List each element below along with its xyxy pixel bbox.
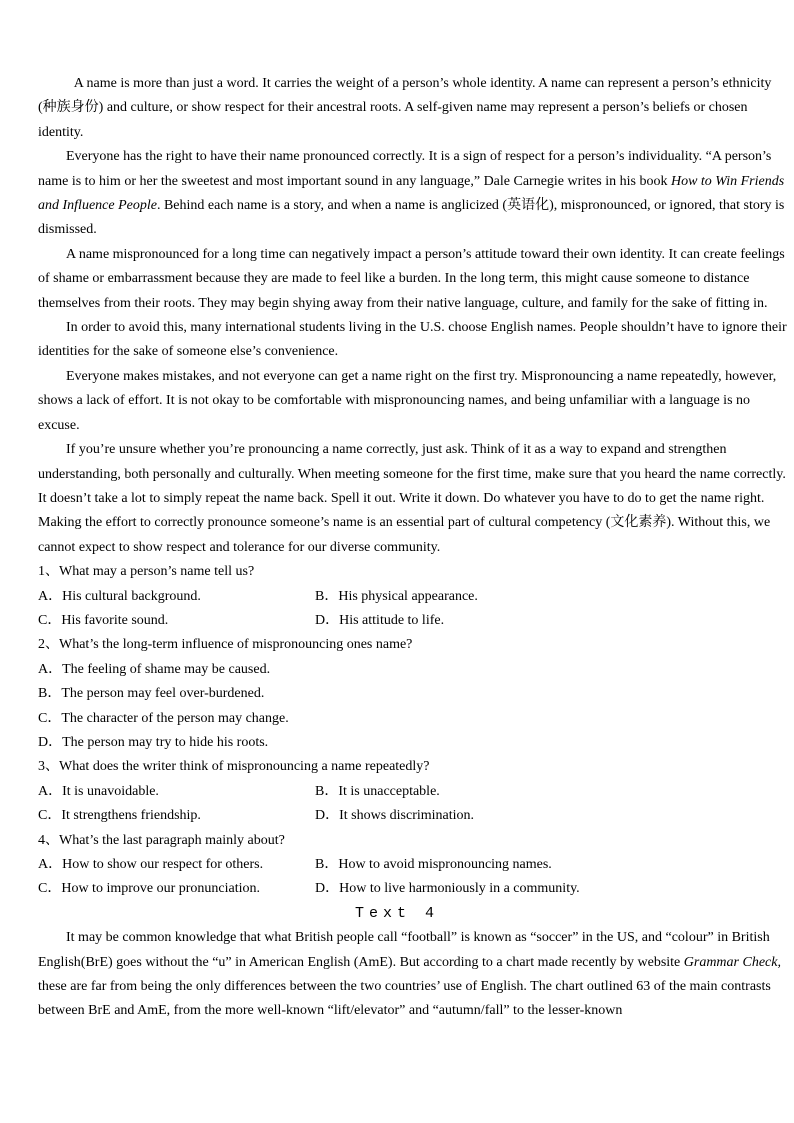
- passage-paragraph-2: [38, 145, 790, 243]
- question-3-option-c: C．It strengthens friendship.: [38, 808, 201, 824]
- question-2-option-a: [38, 658, 790, 682]
- question-1-option-a: A．His cultural background.: [38, 588, 201, 604]
- passage-paragraph-1: [38, 72, 790, 145]
- question-4-option-d: D．How to live harmoniously in a community.: [315, 881, 580, 897]
- paragraph-text: If you’re unsure whether you’re pronouncing a name correctly, just ask. Think of it as a way to expand and strengthen understanding, both personally and culturally. When meeting someone for the first time, make sure that you heard the name correctly. It doesn’t take a lot to simply repeat the name back. Spell it out. Write it down. Do whatever you have to do to get the name right. Making the effort to correctly pronounce someone’s name is an essential part of cultural competency (文化素养). Without this, we cannot expect to show respect and tolerance for our diverse community.: [38, 442, 786, 555]
- question-4-option-c: C．How to improve our pronunciation.: [38, 881, 261, 897]
- question-1-option-b: B．His physical appearance.: [315, 588, 478, 604]
- text4-heading: Text 4: [354, 904, 439, 922]
- question-1-options-row-2: [38, 609, 790, 633]
- question-1-text: 1、What may a person’s name tell us?: [38, 564, 255, 580]
- question-1-options-row-1: [38, 585, 790, 609]
- question-3-text: 3、What does the writer think of mispronouncing a name repeatedly?: [38, 759, 430, 775]
- paragraph-text: Everyone has the right to have their name pronounced correctly. It is a sign of respect for a person’s individuality. “A person’s name is to him or her the sweetest and most important sound in any language,” Dale Carnegie writes in his book: [38, 149, 772, 189]
- question-4-option-a: A．How to show our respect for others.: [38, 857, 264, 872]
- passage-paragraph-6: [38, 438, 790, 560]
- paragraph-text: A name is more than just a word. It carries the weight of a person’s whole identity. A name can represent a person’s ethnicity (种族身份) and culture, or show respect for their ancestral roots. A self-given name may represent a person’s beliefs or chosen identity.: [38, 76, 772, 140]
- website-name: Grammar Check,: [683, 954, 781, 970]
- paragraph-text: Everyone makes mistakes, and not everyone can get a name right on the first try. Mispronouncing a name repeatedly, however, shows a lack of effort. It is not okay to be comfortable with mispronouncing names, and being unfamiliar with a language is no excuse.: [38, 368, 777, 433]
- paragraph-text: It may be common knowledge that what British people call “football” is known as “soccer” in the US, and “colour” in British English(BrE) goes without the “u” in American English (AmE). But according to a chart made recently by website: [38, 930, 770, 970]
- option-text: B．The person may feel over-burdened.: [38, 686, 265, 702]
- book-title: How to Win Friends and Influence People: [38, 173, 785, 214]
- option-text: C．The character of the person may change.: [38, 710, 289, 726]
- question-2-text: 2、What’s the long-term influence of mispronouncing ones name?: [38, 637, 413, 653]
- question-2-option-b: [38, 682, 790, 706]
- question-2-option-d: [38, 731, 790, 755]
- option-text: D．The person may try to hide his roots.: [38, 734, 269, 750]
- paragraph-text: these are far from being the only differences between the two countries’ use of English. The chart outlined 63 of the main contrasts between BrE and AmE, from the more well-known “lift/elevator” and “autumn/fall” to the lesser-known: [38, 979, 771, 1019]
- question-4-text: 4、What’s the last paragraph mainly about?: [38, 832, 285, 848]
- question-1-option-d: D．His attitude to life.: [315, 612, 445, 628]
- passage-paragraph-5: [38, 365, 790, 438]
- option-text: A．The feeling of shame may be caused.: [38, 661, 271, 677]
- question-4-option-b: B．How to avoid mispronouncing names.: [315, 857, 552, 872]
- question-4-options-row-1: [38, 853, 790, 877]
- question-3: [38, 755, 790, 828]
- question-1-option-c: C．His favorite sound.: [38, 612, 169, 628]
- passage-paragraph-4: [38, 316, 790, 365]
- paragraph-text: In order to avoid this, many international students living in the U.S. choose English names. People shouldn’t have to ignore their identities for the sake of someone else’s convenience.: [38, 320, 787, 360]
- question-3-options-row-1: [38, 780, 790, 804]
- paragraph-text: . Behind each name is a story, and when a name is anglicized (英语化), mispronounced, or ignored, that story is dismissed.: [38, 198, 785, 238]
- question-3-option-a: A．It is unavoidable.: [38, 783, 159, 799]
- question-4-options-row-2: [38, 877, 790, 901]
- question-3-option-b: B．It is unacceptable.: [315, 783, 440, 799]
- question-1: [38, 560, 790, 633]
- question-2: [38, 633, 790, 755]
- passage-paragraph-3: [38, 243, 790, 316]
- question-3-options-row-2: [38, 804, 790, 828]
- text4-paragraph: [38, 926, 790, 1024]
- question-4: [38, 829, 790, 902]
- question-2-option-c: [38, 707, 790, 731]
- question-3-option-d: D．It shows discrimination.: [315, 808, 475, 824]
- paragraph-text: A name mispronounced for a long time can negatively impact a person’s attitude toward their own identity. It can create feelings of shame or embarrassment because they are made to feel like a burden. In the long term, this might cause someone to distance themselves from their roots. They may begin shying away from their native language, culture, and family for the sake of fitting in.: [38, 246, 785, 311]
